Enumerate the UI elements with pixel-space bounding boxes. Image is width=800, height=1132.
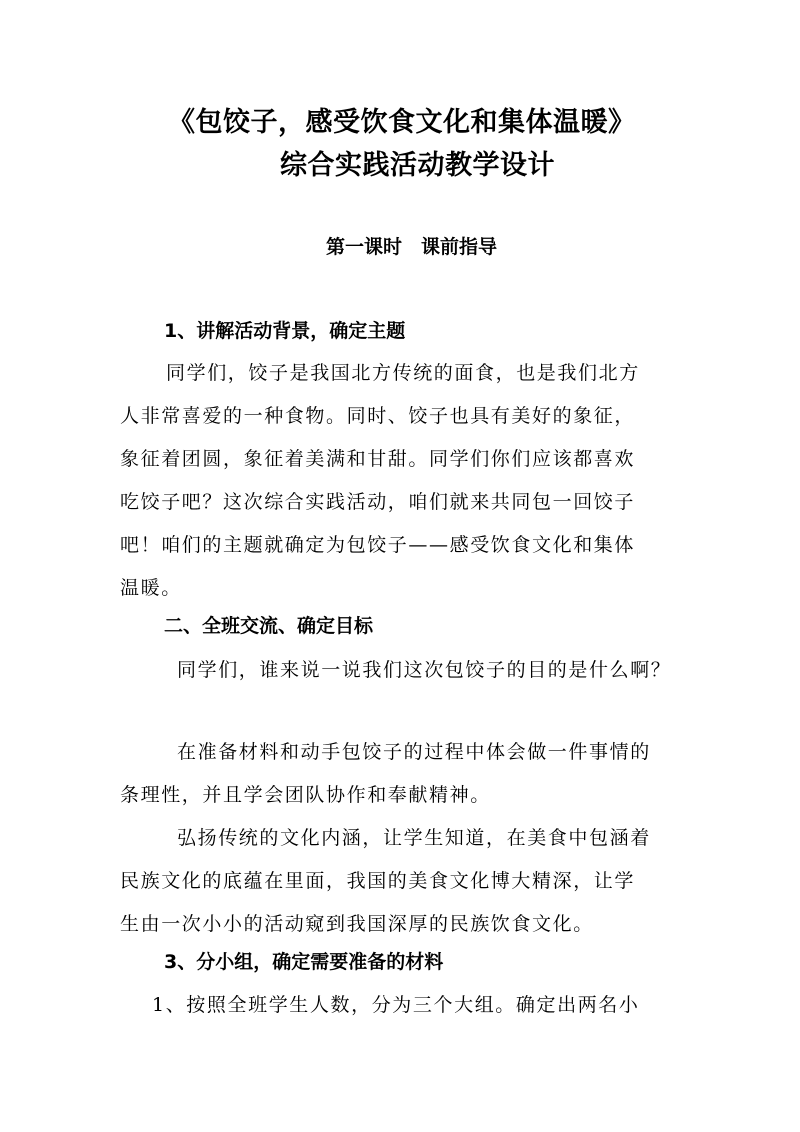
section1-paragraph-line: 同学们，饺子是我国北方传统的面食，也是我们北方 [166, 362, 640, 384]
section1-paragraph-line: 吧！咱们的主题就确定为包饺子——感受饮食文化和集体 [120, 534, 636, 556]
section1-heading: 1、讲解活动背景，确定主题 [164, 320, 406, 342]
section2-question: 同学们，谁来说一说我们这次包饺子的目的是什么啊？ [177, 659, 672, 681]
section2-answer2-line: 生由一次小小的活动窥到我国深厚的民族饮食文化。 [120, 913, 594, 935]
section1-paragraph-line: 象征着团圆，象征着美满和甘甜。同学们你们应该都喜欢 [120, 448, 636, 470]
document-title-line1: 《包饺子，感受饮食文化和集体温暖》 [168, 107, 636, 138]
section3-heading: 3、分小组，确定需要准备的材料 [164, 951, 444, 973]
section3-item1: 1、按照全班学生人数，分为三个大组。确定出两名小 [152, 994, 640, 1016]
section1-paragraph-line: 吃饺子吧？这次综合实践活动，咱们就来共同包一回饺子 [120, 491, 636, 513]
section2-answer2-line: 弘扬传统的文化内涵，让学生知道，在美食中包涵着 [177, 827, 651, 849]
lesson-title: 第一课时 课前指导 [326, 236, 498, 258]
section2-heading: 二、全班交流、确定目标 [164, 615, 374, 637]
section2-answer1-line: 条理性，并且学会团队协作和奉献精神。 [120, 784, 491, 806]
section1-paragraph-line: 人非常喜爱的一种食物。同时、饺子也具有美好的象征， [120, 405, 636, 427]
section1-paragraph-line: 温暖。 [120, 577, 182, 599]
section2-answer2-line: 民族文化的底蕴在里面，我国的美食文化博大精深，让学 [120, 870, 636, 892]
section2-answer1-line: 在准备材料和动手包饺子的过程中体会做一件事情的 [177, 741, 651, 763]
document-title-line2: 综合实践活动教学设计 [280, 150, 555, 181]
